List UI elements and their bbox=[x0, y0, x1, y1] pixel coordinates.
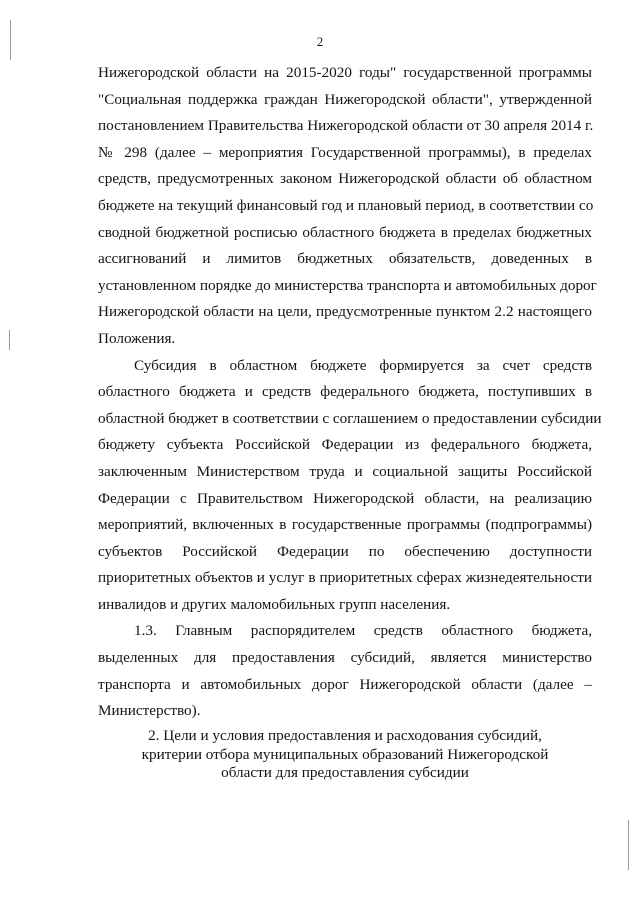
paragraph-3 bbox=[98, 618, 592, 724]
text-line: заключенным Министерством труда и социальной защиты Российской bbox=[98, 462, 592, 480]
text-line: Субсидия в областном бюджете формируется за счет средств bbox=[134, 356, 592, 374]
paragraph-1 bbox=[98, 60, 597, 353]
scan-edge-mark bbox=[9, 330, 10, 350]
text-line: мероприятий, включенных в государственные программы (подпрограммы) bbox=[98, 516, 592, 534]
section-heading bbox=[98, 727, 592, 783]
text-line: инвалидов и других маломобильных групп населения. bbox=[98, 595, 451, 613]
text-line: Нижегородской области на 2015-2020 годы" государственной программы bbox=[98, 64, 592, 81]
text-line: установленном порядке до министерства транспорта и автомобильных дорог bbox=[98, 276, 597, 294]
text-line: № 298 (далее – мероприятия Государственной программы), в пределах bbox=[98, 143, 592, 161]
scan-edge-mark bbox=[628, 820, 629, 870]
text-line: бюджете на текущий финансовый год и плановый период, в соответствии со bbox=[98, 196, 594, 214]
text-line: 1.3. Главным распорядителем средств областного бюджета, bbox=[134, 622, 592, 640]
text-line: Положения. bbox=[98, 329, 176, 347]
text-line: выделенных для предоставления субсидий, является министерство bbox=[98, 649, 592, 667]
text-line: постановлением Правительства Нижегородской области от 30 апреля 2014 г. bbox=[98, 117, 594, 135]
text-line: областного бюджета и средств федерального бюджета, поступивших в bbox=[98, 383, 592, 401]
text-line: "Социальная поддержка граждан Нижегородской области", утвержденной bbox=[98, 90, 592, 108]
text-line: ассигнований и лимитов бюджетных обязательств, доведенных в bbox=[98, 250, 592, 268]
text-line: сводной бюджетной росписью областного бюджета в пределах бюджетных bbox=[98, 223, 592, 241]
document-body bbox=[98, 60, 602, 725]
heading-line: критерии отбора муниципальных образований Нижегородской bbox=[141, 745, 549, 763]
text-line: субъектов Российской Федерации по обеспечению доступности bbox=[98, 542, 592, 560]
text-line: транспорта и автомобильных дорог Нижегородской области (далее – bbox=[98, 675, 592, 693]
page-number: 2 bbox=[316, 34, 324, 49]
text-line: приоритетных объектов и услуг в приоритетных сферах жизнедеятельности bbox=[98, 569, 592, 587]
text-line: средств, предусмотренных законом Нижегородской области об областном bbox=[98, 170, 592, 188]
text-line: областной бюджет в соответствии с соглашением о предоставлении субсидии bbox=[98, 409, 602, 427]
text-line: Нижегородской области на цели, предусмотренные пунктом 2.2 настоящего bbox=[98, 303, 592, 321]
text-line: Министерство). bbox=[98, 702, 201, 720]
heading-line: области для предоставления субсидии bbox=[221, 764, 469, 781]
text-line: бюджету субъекта Российской Федерации из федерального бюджета, bbox=[98, 436, 592, 454]
scan-edge-mark bbox=[10, 20, 11, 60]
heading-line: 2. Цели и условия предоставления и расходования субсидий, bbox=[148, 727, 542, 744]
text-line: Федерации с Правительством Нижегородской области, на реализацию bbox=[98, 489, 592, 507]
paragraph-2 bbox=[98, 353, 602, 619]
